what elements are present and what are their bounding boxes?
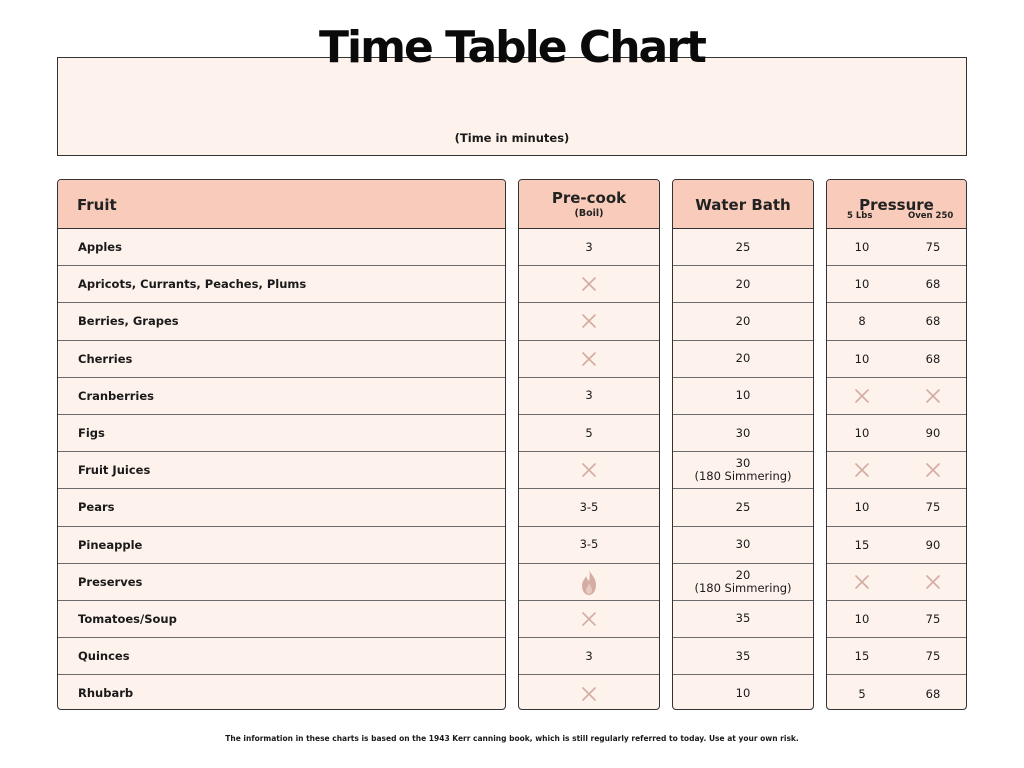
table-row [58, 452, 505, 489]
fruit-name: Figs [78, 425, 105, 440]
water-bath-cell [673, 527, 813, 563]
pressure-5lbs-cell [837, 489, 887, 525]
table-row [58, 675, 505, 710]
table-row [58, 266, 505, 303]
pressure-5lbs-cell [837, 266, 887, 302]
water-bath-row [673, 303, 813, 340]
precook-row [519, 303, 659, 340]
pressure-5lbs-value: 10 [854, 277, 870, 292]
pressure-row [827, 266, 966, 303]
water-bath-value: 20 [735, 351, 751, 366]
pressure-oven-value: 68 [925, 314, 941, 329]
table-row [58, 564, 505, 601]
pressure-oven-cell [908, 452, 958, 488]
pressure-oven-value: 68 [925, 351, 941, 366]
water-bath-cell [673, 675, 813, 710]
pressure-5lbs-cell [837, 564, 887, 600]
table-row [58, 378, 505, 415]
water-bath-header-label: Water Bath [695, 196, 791, 214]
water-bath-row [673, 229, 813, 266]
pressure-oven-value: 68 [925, 686, 941, 701]
water-bath-row [673, 638, 813, 675]
table-row [58, 638, 505, 675]
footer-disclaimer: The information in these charts is based on the 1943 Kerr canning book, which is still regularly referred to today. Use at your own risk. [225, 734, 799, 743]
water-bath-value: 35 [735, 611, 751, 626]
cross-icon [582, 687, 596, 701]
pressure-oven-value: 68 [925, 277, 941, 292]
precook-cell [519, 378, 659, 414]
cross-icon [582, 463, 596, 477]
pressure-row [827, 638, 966, 675]
fruit-name: Berries, Grapes [78, 314, 179, 329]
water-bath-cell [673, 229, 813, 265]
pressure-row [827, 341, 966, 378]
precook-column [518, 179, 660, 710]
pressure-oven-label: Oven 250 [908, 211, 954, 221]
table-row [58, 601, 505, 638]
precook-value: 3 [585, 388, 593, 403]
precook-header-sub: (Boil) [574, 208, 604, 219]
cross-icon [582, 612, 596, 626]
cross-icon [582, 352, 596, 366]
precook-cell [519, 415, 659, 451]
fruit-column-body [58, 229, 505, 710]
water-bath-value: 20 [735, 276, 751, 291]
pressure-column-body [827, 229, 966, 710]
water-bath-row [673, 266, 813, 303]
pressure-row [827, 378, 966, 415]
pressure-row [827, 527, 966, 564]
table-row [58, 303, 505, 340]
pressure-oven-cell [908, 527, 958, 563]
pressure-oven-cell [908, 564, 958, 600]
precook-cell [519, 564, 659, 600]
precook-row [519, 415, 659, 452]
water-bath-cell [673, 341, 813, 377]
pressure-row [827, 415, 966, 452]
flame-icon [579, 568, 599, 596]
fruit-name: Fruit Juices [78, 463, 151, 478]
pressure-5lbs-value: 5 [858, 686, 866, 701]
fruit-name: Quinces [78, 649, 130, 664]
precook-header-label: Pre-cook [551, 189, 627, 207]
precook-cell [519, 527, 659, 563]
table-row [58, 341, 505, 378]
pressure-oven-cell [908, 266, 958, 302]
pressure-oven-value: 90 [925, 537, 941, 552]
water-bath-value: 20 [735, 313, 751, 328]
fruit-name: Cranberries [78, 388, 155, 403]
fruit-name: Apricots, Currants, Peaches, Plums [78, 277, 307, 292]
fruit-name: Tomatoes/Soup [78, 611, 177, 626]
table-row [58, 229, 505, 266]
precook-row [519, 229, 659, 266]
water-bath-note: (180 Simmering) [694, 580, 792, 595]
precook-row [519, 638, 659, 675]
precook-row [519, 564, 659, 601]
pressure-5lbs-cell [837, 341, 887, 377]
precook-cell [519, 675, 659, 710]
water-bath-column-body [673, 229, 813, 710]
precook-row [519, 266, 659, 303]
cross-icon [926, 463, 940, 477]
pressure-row [827, 675, 966, 710]
page-subtitle: (Time in minutes) [454, 131, 570, 145]
cross-icon [582, 314, 596, 328]
water-bath-column [672, 179, 814, 710]
cross-icon [855, 463, 869, 477]
water-bath-value: 10 [735, 388, 751, 403]
pressure-5lbs-value: 10 [854, 426, 870, 441]
pressure-row [827, 601, 966, 638]
table-row [58, 527, 505, 564]
fruit-column [57, 179, 506, 710]
pressure-5lbs-cell [837, 675, 887, 710]
pressure-row [827, 303, 966, 340]
water-bath-value: 10 [735, 686, 751, 701]
water-bath-row [673, 527, 813, 564]
pressure-row [827, 564, 966, 601]
cross-icon [582, 277, 596, 291]
water-bath-cell [673, 303, 813, 339]
cross-icon [855, 575, 869, 589]
precook-column-body [519, 229, 659, 710]
pressure-oven-cell [908, 675, 958, 710]
pressure-oven-cell [908, 415, 958, 451]
precook-row [519, 675, 659, 710]
water-bath-value: 30 [735, 537, 751, 552]
pressure-oven-cell [908, 303, 958, 339]
pressure-5lbs-cell [837, 303, 887, 339]
pressure-oven-cell [908, 229, 958, 265]
pressure-5lbs-value: 10 [854, 611, 870, 626]
water-bath-value: 25 [735, 239, 751, 254]
pressure-oven-cell [908, 378, 958, 414]
precook-row [519, 452, 659, 489]
water-bath-row [673, 675, 813, 710]
pressure-5lbs-value: 15 [854, 537, 870, 552]
fruit-name: Pineapple [78, 537, 143, 552]
precook-value: 3 [585, 648, 593, 663]
pressure-5lbs-cell [837, 378, 887, 414]
pressure-5lbs-cell [837, 452, 887, 488]
precook-cell [519, 266, 659, 302]
pressure-5lbs-value: 10 [854, 240, 870, 255]
pressure-5lbs-cell [837, 229, 887, 265]
pressure-oven-value: 75 [925, 500, 941, 515]
page-title: Time Table Chart [319, 22, 705, 73]
pressure-5lbs-value: 8 [858, 314, 866, 329]
precook-row [519, 341, 659, 378]
cross-icon [855, 389, 869, 403]
fruit-name: Preserves [78, 574, 143, 589]
pressure-oven-cell [908, 341, 958, 377]
precook-cell [519, 638, 659, 674]
fruit-header-label: Fruit [77, 196, 117, 214]
pressure-5lbs-value: 15 [854, 649, 870, 664]
water-bath-row [673, 415, 813, 452]
water-bath-row [673, 601, 813, 638]
water-bath-value: 20 [735, 567, 751, 582]
precook-row [519, 601, 659, 638]
water-bath-cell [673, 601, 813, 637]
fruit-name: Pears [78, 500, 115, 515]
pressure-oven-value: 75 [925, 611, 941, 626]
precook-value: 3 [585, 239, 593, 254]
precook-cell [519, 229, 659, 265]
water-bath-cell [673, 378, 813, 414]
precook-cell [519, 341, 659, 377]
precook-column-header [519, 180, 659, 229]
table-row [58, 415, 505, 452]
precook-value: 3-5 [579, 537, 599, 552]
pressure-row [827, 452, 966, 489]
water-bath-cell [673, 489, 813, 525]
cross-icon [926, 575, 940, 589]
fruit-name: Cherries [78, 351, 133, 366]
pressure-5lbs-cell [837, 415, 887, 451]
precook-cell [519, 601, 659, 637]
water-bath-row [673, 489, 813, 526]
pressure-row [827, 489, 966, 526]
cross-icon [926, 389, 940, 403]
water-bath-cell [673, 266, 813, 302]
pressure-5lbs-value: 10 [854, 351, 870, 366]
pressure-5lbs-cell [837, 601, 887, 637]
fruit-name: Apples [78, 240, 122, 254]
water-bath-row [673, 452, 813, 489]
precook-row [519, 378, 659, 415]
fruit-name: Rhubarb [78, 686, 134, 701]
water-bath-row [673, 341, 813, 378]
water-bath-cell [673, 452, 813, 488]
pressure-5lbs-cell [837, 638, 887, 674]
pressure-row [827, 229, 966, 266]
precook-value: 3-5 [579, 499, 599, 514]
pressure-oven-value: 75 [925, 240, 941, 255]
water-bath-column-header [673, 180, 813, 229]
table-row [58, 489, 505, 526]
precook-cell [519, 489, 659, 525]
water-bath-value: 30 [735, 425, 751, 440]
precook-row [519, 527, 659, 564]
precook-cell [519, 452, 659, 488]
pressure-column [826, 179, 967, 710]
water-bath-note: (180 Simmering) [694, 469, 792, 484]
precook-cell [519, 303, 659, 339]
pressure-oven-cell [908, 489, 958, 525]
pressure-header-label: Pressure [859, 196, 934, 214]
pressure-5lbs-value: 10 [854, 500, 870, 515]
pressure-oven-cell [908, 638, 958, 674]
water-bath-value: 25 [735, 499, 751, 514]
pressure-5lbs-label: 5 Lbs [847, 211, 873, 221]
water-bath-row [673, 564, 813, 601]
pressure-column-header [827, 180, 966, 229]
pressure-oven-cell [908, 601, 958, 637]
water-bath-value: 30 [735, 456, 751, 471]
pressure-oven-value: 75 [925, 649, 941, 664]
pressure-oven-value: 90 [925, 426, 941, 441]
precook-row [519, 489, 659, 526]
pressure-5lbs-cell [837, 527, 887, 563]
water-bath-row [673, 378, 813, 415]
water-bath-value: 35 [735, 648, 751, 663]
water-bath-cell [673, 564, 813, 600]
fruit-column-header [58, 180, 505, 229]
precook-value: 5 [585, 425, 593, 440]
water-bath-cell [673, 415, 813, 451]
water-bath-cell [673, 638, 813, 674]
